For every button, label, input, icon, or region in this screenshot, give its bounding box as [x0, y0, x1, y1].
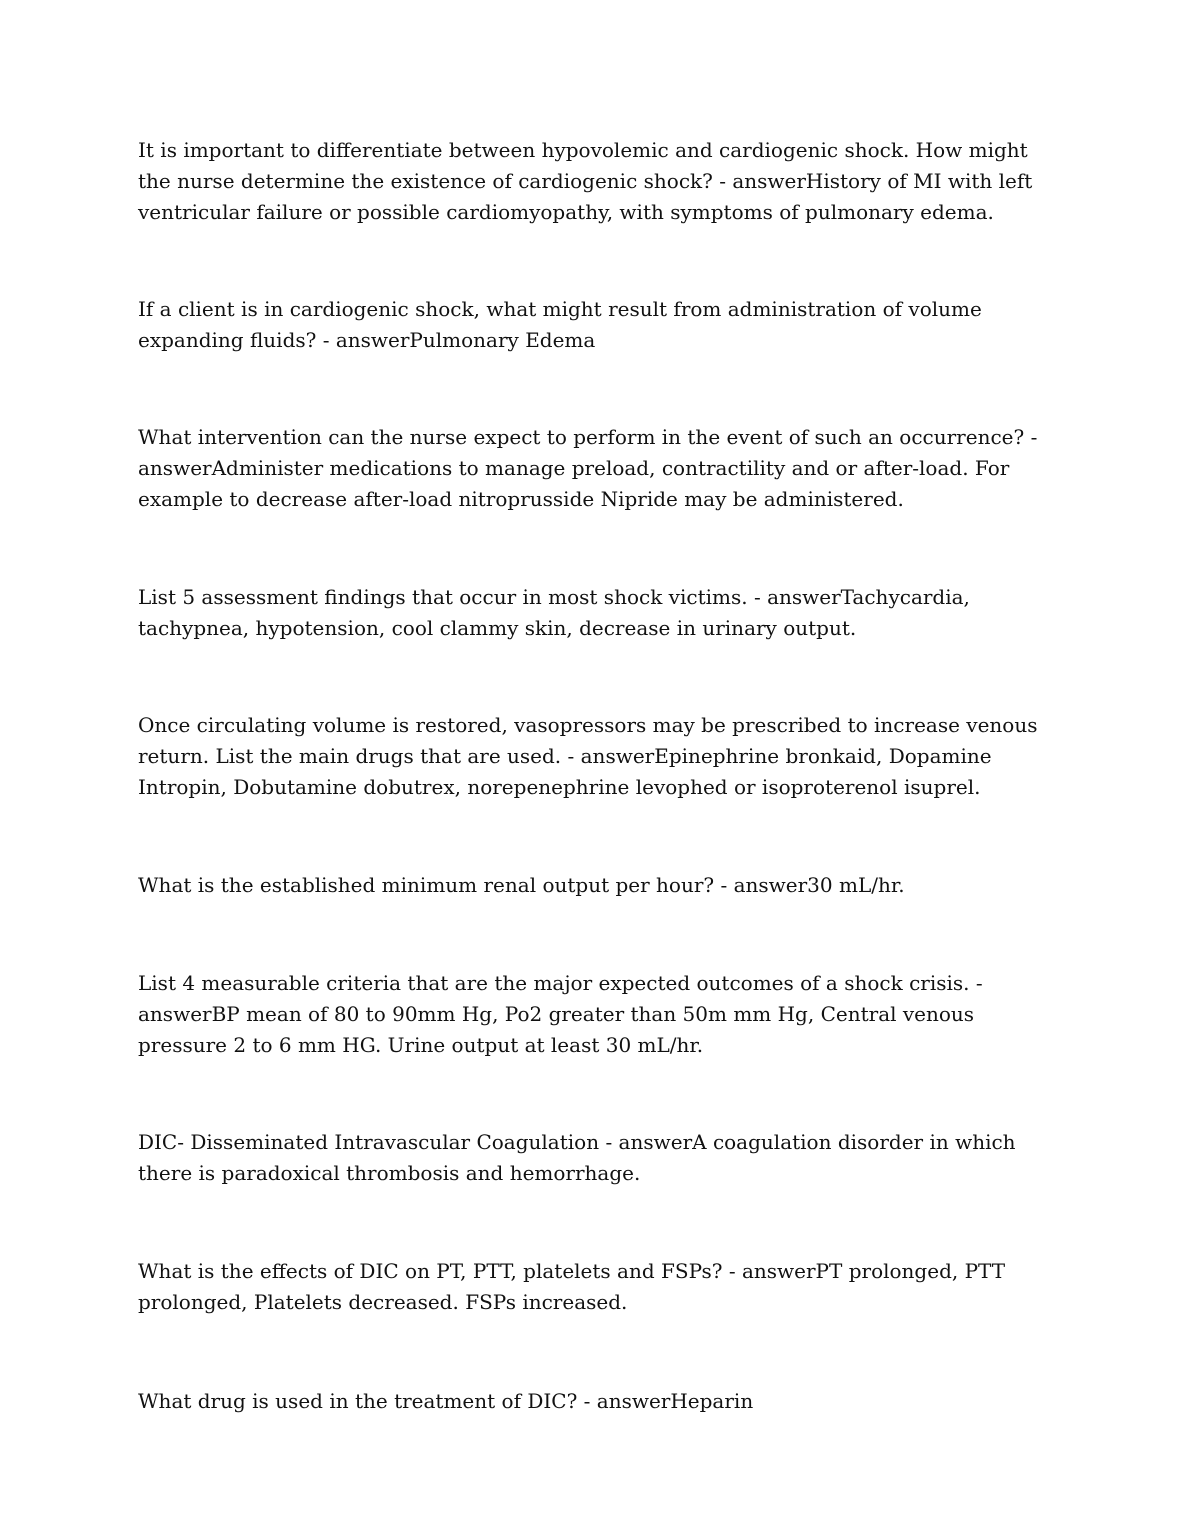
qa-entry-10: What drug is used in the treatment of DIC? - answerHeparin: [138, 1389, 754, 1413]
qa-entry-5: Once circulating volume is restored, vasopressors may be prescribed to increase venous return. List the main drugs that are used. - answerEpinephrine bronkaid, Dopamine Intropin, Dobutamine dobutrex, norepenephrine levophed or isoproterenol isuprel.: [138, 713, 1038, 799]
qa-entry-2: If a client is in cardiogenic shock, what might result from administration of volume expanding fluids? - answerPulmonary Edema: [138, 297, 982, 352]
qa-entry-3: What intervention can the nurse expect to perform in the event of such an occurrence? - answerAdminister medications to manage preload, contractility and or after-load. For example to decrease after-load nitroprusside Nipride may be administered.: [138, 425, 1038, 511]
qa-entry-6: What is the established minimum renal output per hour? - answer30 mL/hr.: [138, 873, 905, 897]
qa-entry-1: It is important to differentiate between hypovolemic and cardiogenic shock. How might the nurse determine the existence of cardiogenic shock? - answerHistory of MI with left ventricular failure or possible cardiomyopathy, with symptoms of pulmonary edema.: [138, 138, 1033, 224]
qa-entry-7: List 4 measurable criteria that are the major expected outcomes of a shock crisis. - answerBP mean of 80 to 90mm Hg, Po2 greater than 50m mm Hg, Central venous pressure 2 to 6 mm HG. Urine output at least 30 mL/hr.: [138, 971, 983, 1057]
qa-entry-4: List 5 assessment findings that occur in most shock victims. - answerTachycardia, tachypnea, hypotension, cool clammy skin, decrease in urinary output.: [138, 585, 970, 640]
qa-entry-8: DIC- Disseminated Intravascular Coagulation - answerA coagulation disorder in which there is paradoxical thrombosis and hemorrhage.: [138, 1130, 1016, 1185]
qa-entry-9: What is the effects of DIC on PT, PTT, platelets and FSPs? - answerPT prolonged, PTT prolonged, Platelets decreased. FSPs increased.: [138, 1259, 1006, 1314]
